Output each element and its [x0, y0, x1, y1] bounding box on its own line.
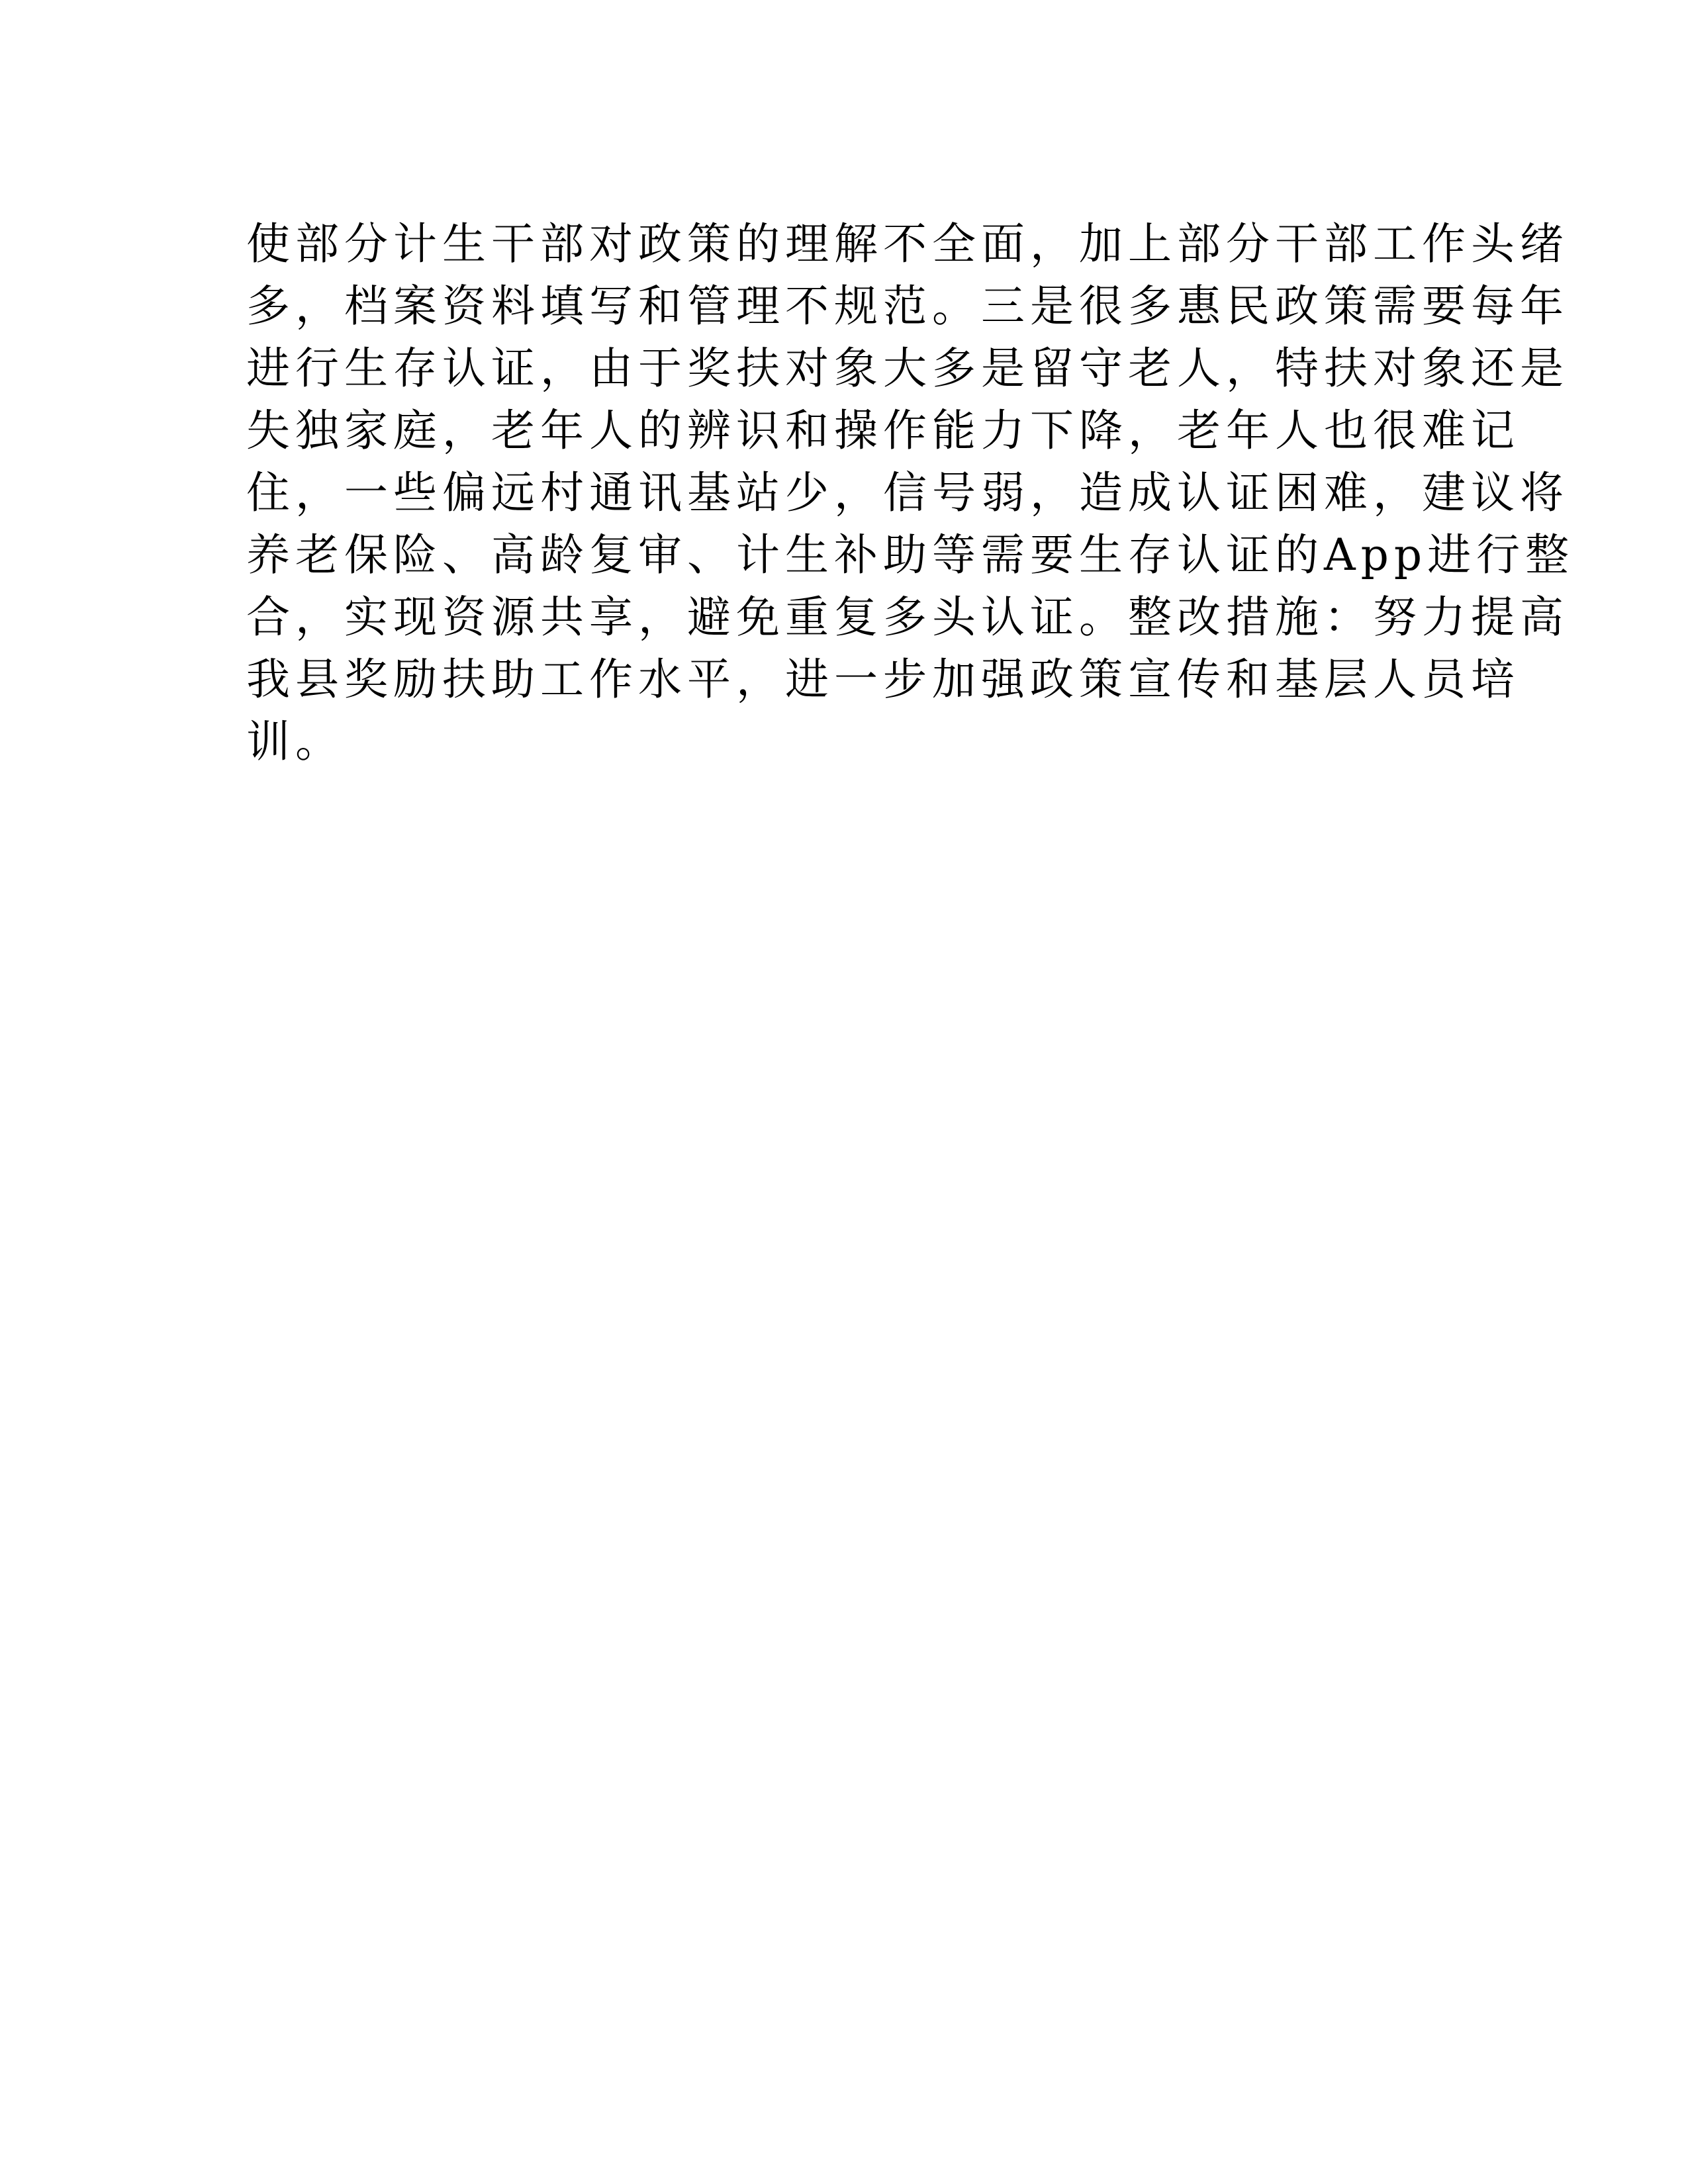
paragraph-line: 合，实现资源共享，避免重复多头认证。整改措施：努力提高 — [246, 592, 1569, 643]
paragraph-line: 住，一些偏远村通讯基站少，信号弱，造成认证困难，建议将 — [246, 467, 1569, 518]
paragraph-line: 多，档案资料填写和管理不规范。三是很多惠民政策需要每年 — [246, 281, 1569, 332]
paragraph-line: 养老保险、高龄复审、计生补助等需要生存认证的App进行整 — [246, 529, 1575, 580]
paragraph-line: 失独家庭，老年人的辨识和操作能力下降，老年人也很难记 — [246, 405, 1520, 456]
paragraph-line: 训。 — [246, 716, 344, 767]
body-paragraph — [246, 213, 1575, 773]
paragraph-line: 进行生存认证，由于奖扶对象大多是留守老人，特扶对象还是 — [246, 343, 1569, 394]
paragraph-line: 使部分计生干部对政策的理解不全面，加上部分干部工作头绪 — [246, 218, 1569, 269]
paragraph-line: 我县奖励扶助工作水平，进一步加强政策宣传和基层人员培 — [246, 654, 1520, 705]
